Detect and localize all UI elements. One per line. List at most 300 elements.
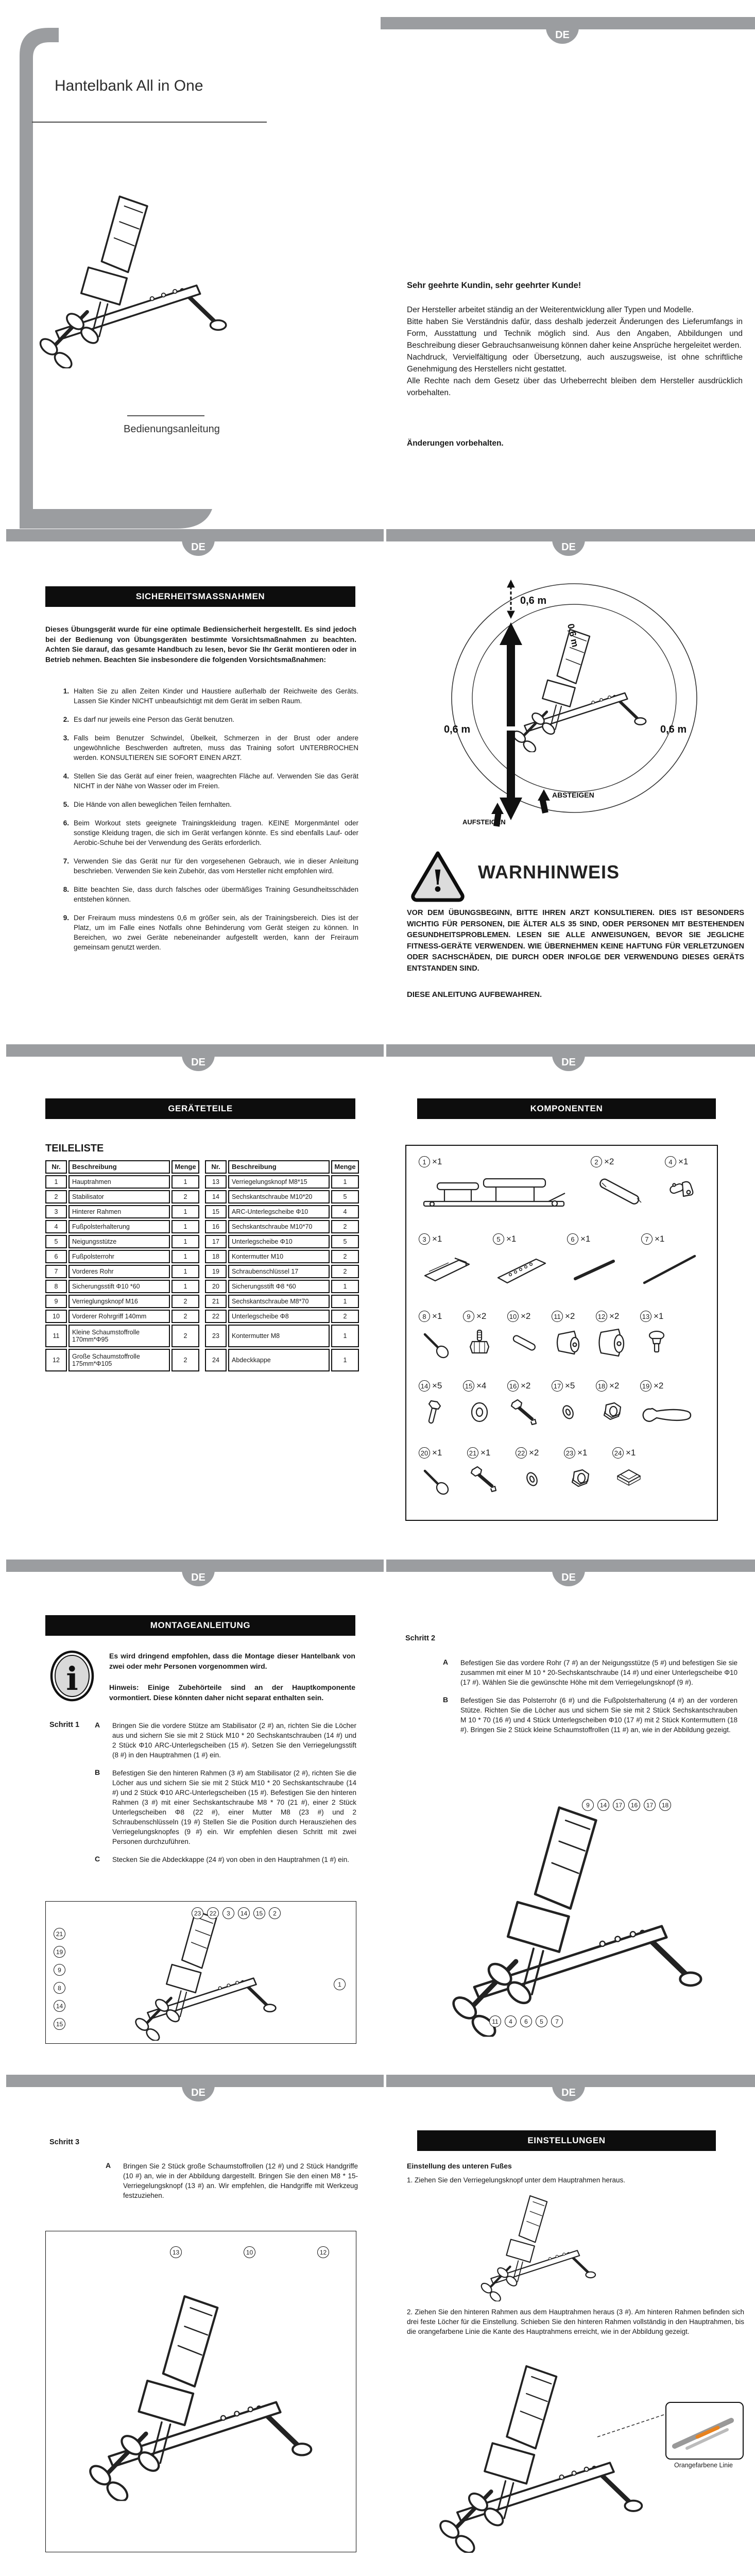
component-part-icon [552,1326,585,1359]
part-qty: 5 [331,1190,359,1204]
safety-intro: Dieses Übungsgerät wurde für eine optimale Bediensicherheit hergestellt. Es sind jedoch bei der Bedienung von Übungsgeräten bestimmte Vorsichtsmaßnahmen zu beachten. Achten Sie darauf, das gesamte Handbuch zu lesen, bevor Sie Ihr Gerät montieren oder in Betrieb nehmen. Beachten Sie insbesondere die folgenden Vorsichtsmaßnahmen: [45,625,356,664]
step1-c-label: C [95,1855,100,1863]
part-qty: 2 [171,1325,199,1347]
dismount-label: ABSTEIGEN [552,791,594,799]
settings-figure-1 [453,2191,623,2301]
component-qty: ×2 [521,1311,531,1321]
part-desc: Kontermutter M10 [228,1250,330,1263]
component-item [567,1233,624,1290]
language-tab [552,1560,585,1586]
component-qty: ×1 [654,1311,664,1321]
component-item [467,1447,500,1496]
part-desc: Sicherungsstift Φ10 *60 [68,1280,170,1293]
part-nr: 14 [205,1190,227,1204]
component-part-icon [516,1463,548,1496]
manual-subtitle: Bedienungsanleitung [124,423,220,435]
safety-item [49,800,358,809]
part-desc: Sechskantschraube M10*20 [228,1190,330,1204]
orange-line-callout-box [665,2402,744,2460]
component-item [596,1311,629,1359]
part-row [45,1265,201,1278]
component-qty: ×2 [609,1381,620,1391]
callout-circle: 17 [644,1799,656,1811]
component-part-icon [419,1326,452,1359]
safety-item [49,913,358,952]
part-row [205,1190,361,1204]
callout-circle: 8 [54,1982,65,1994]
part-nr: 11 [45,1325,67,1347]
col-header-qty: Menge [331,1160,359,1174]
step2-callouts-bottom [489,2015,563,2027]
component-number: 4 [665,1156,676,1167]
part-desc: Unterlegscheibe Φ10 [228,1235,330,1248]
components-box [405,1145,718,1521]
part-desc: Fußpolsterhalterung [68,1220,170,1233]
safety-item-number: 5. [63,801,69,808]
part-qty: 2 [331,1220,359,1233]
callout-circle: 13 [170,2246,182,2258]
safety-item-number: 6. [63,819,69,827]
part-desc: Verriegelungsknopf M8*15 [228,1175,330,1189]
step1-b-text: Befestigen Sie den hinteren Rahmen (3 #) am Stabilisator (2 #), richten Sie die Löcher aus und sichern Sie sie mit 2 Stück M10 * 20 Sechskantschraube (14 #) und 2 Stück Φ10 ARC-Unterlegscheiben (15 #). Befestigen Sie den hinteren Rahmen (3 #) mit einer Sechskantschraube M8 * 70 (21 #), einer 2 Stück Unterlegscheiben Φ8 (22 #), einer Mutter M8 (23 #) und 2 Schraubenschlüsseln (19 #) Stellen Sie die Position durch Herausziehen des Verriegelungsknopfes (9 #) ein. Wir empfehlen diesen Schritt mit zwei Personen durchzuführen. [112,1769,356,1845]
component-part-icon [640,1326,673,1359]
component-qty: ×2 [521,1381,531,1391]
callout-circle: 22 [207,1907,219,1919]
part-qty: 1 [171,1280,199,1293]
parts-title-bar [45,1098,355,1119]
part-qty: 2 [171,1190,199,1204]
col-header-qty: Menge [171,1160,199,1174]
part-row [45,1220,201,1233]
step1-row-a [49,1721,356,1760]
component-number: 1 [419,1156,430,1167]
safety-item [49,686,358,706]
greeting-paragraph: Nachdruck, Vervielfältigung oder Übersetzung, auch auszugsweise, ist ohne schriftliche Genehmigung des Herstellers nicht gestattet. [407,353,743,374]
component-qty: ×5 [565,1381,575,1391]
component-item [552,1311,585,1359]
language-tab-label: DE [555,29,570,41]
part-nr: 22 [205,1310,227,1323]
callout-circle: 12 [317,2246,329,2258]
greeting-paragraph: Bitte haben Sie Verständnis dafür, dass deshalb jederzeit Änderungen des Lieferumfangs in Form, Ausstattung und Technik möglich sind. Aus den Angaben, Abbildungen und Beschreibung dieser Gebrauchsanweisung können daher keine Ansprüche hergeleitet werden. [407,317,743,350]
part-row [45,1175,201,1189]
part-desc: Neigungsstütze [68,1235,170,1248]
component-item [507,1311,540,1359]
step3-callouts [170,2246,329,2258]
component-qty: ×1 [678,1157,689,1166]
part-row [205,1250,361,1263]
warning-title: WARNHINWEIS [478,861,620,883]
component-number: 23 [564,1447,575,1459]
settings-title-bar [417,2130,716,2151]
part-row [205,1220,361,1233]
part-desc: Kleine Schaumstoffrolle 170mm*Φ95 [68,1325,170,1347]
part-row [205,1310,361,1323]
component-item [552,1380,585,1429]
language-tab [546,17,579,44]
part-row [205,1349,361,1371]
part-qty: 1 [331,1280,359,1293]
part-row [205,1280,361,1293]
language-tab [552,1044,585,1071]
step2-callouts-top [582,1799,671,1811]
language-tab-label: DE [191,541,205,553]
parts-list-title: TEILELISTE [45,1143,104,1154]
part-desc: Große Schaumstoffrolle 175mm*Φ105 [68,1349,170,1371]
safety-item-number: 4. [63,772,69,780]
component-qty: ×1 [626,1448,636,1458]
part-desc: Sicherungsstift Φ8 *60 [228,1280,330,1293]
part-row [205,1235,361,1248]
component-part-icon [552,1396,585,1429]
component-item [463,1380,496,1429]
col-header-desc: Beschreibung [68,1160,170,1174]
component-part-icon [463,1396,496,1429]
component-part-icon [419,1396,452,1429]
info-icon [49,1650,95,1702]
component-number: 3 [419,1233,430,1245]
col-header-nr: Nr. [205,1160,227,1174]
step3-row-a [106,2161,358,2200]
callout-circle: 18 [659,1799,671,1811]
component-number: 10 [507,1311,519,1322]
greeting-body [407,304,743,399]
distance-label-right: 0,6 m [660,724,687,735]
part-nr: 4 [45,1220,67,1233]
component-item [419,1233,475,1290]
component-part-icon [641,1249,698,1290]
step2-block [443,1658,737,1743]
part-desc: Abdeckkappe [228,1349,330,1371]
step1-callouts-left [54,1928,65,2030]
component-label [591,1156,614,1167]
part-desc: Unterlegscheibe Φ8 [228,1310,330,1323]
language-tab [552,2075,585,2102]
part-desc: Vorderer Rohrgriff 140mm [68,1310,170,1323]
component-number: 14 [419,1380,430,1392]
language-tab-label: DE [191,1572,205,1583]
step1-b-label: B [95,1768,100,1776]
component-number: 24 [612,1447,624,1459]
component-item [665,1156,698,1205]
safety-title-bar [45,586,355,607]
part-nr: 20 [205,1280,227,1293]
part-row [45,1190,201,1204]
part-nr: 12 [45,1349,67,1371]
step1-block [49,1721,356,1873]
cover-divider [32,122,267,123]
safety-item-number: 7. [63,857,69,865]
cover-bench-illustration [25,160,241,397]
components-row-5 [406,1447,717,1514]
component-number: 18 [596,1380,607,1392]
component-number: 20 [419,1447,430,1459]
svg-text:i: i [66,1660,78,1698]
component-number: 11 [552,1311,563,1322]
language-tab-label: DE [561,2087,576,2098]
component-number: 2 [591,1156,602,1167]
distance-label-top-arrow: 0,6 m [520,595,547,606]
parts-table-left [45,1160,201,1373]
part-desc: Vorderes Rohr [68,1265,170,1278]
component-qty: ×2 [565,1311,575,1321]
component-number: 15 [463,1380,474,1392]
component-number: 17 [552,1380,563,1392]
component-part-icon [591,1172,647,1213]
component-item [612,1447,645,1496]
component-label [665,1156,688,1167]
component-number: 9 [463,1311,474,1322]
component-item [463,1311,496,1359]
part-nr: 13 [205,1175,227,1189]
callout-circle: 2 [269,1907,281,1919]
component-item [516,1447,548,1496]
step2-a-text: Befestigen Sie das vordere Rohr (7 #) an der Neigungsstütze (5 #) und befestigen Sie sie zusammen mit einer M 10 * 20-Sechskantschraube (14 #) und einer Unterlegscheibe Φ10 (17 #). Wählen Sie die gewünschte Höhe mit dem Verriegelungsknopf (9 #). [460,1659,737,1686]
callout-circle: 4 [505,2015,517,2027]
callout-circle: 23 [192,1907,203,1919]
orange-line-label: Orangefarbene Linie [674,2462,733,2469]
part-row [45,1325,201,1347]
part-nr: 16 [205,1220,227,1233]
part-qty: 1 [171,1235,199,1248]
clearance-arrow-vertical [500,622,522,820]
part-qty: 2 [331,1250,359,1263]
component-number: 5 [493,1233,504,1245]
component-qty: ×4 [476,1381,487,1391]
components-row-1 [406,1156,717,1233]
callout-circle: 5 [536,2015,547,2027]
part-row [45,1250,201,1263]
component-qty: ×1 [481,1448,491,1458]
part-nr: 1 [45,1175,67,1189]
component-qty: ×1 [577,1448,588,1458]
component-qty: ×2 [529,1448,539,1458]
part-qty: 1 [171,1220,199,1233]
part-desc: Hauptrahmen [68,1175,170,1189]
part-nr: 17 [205,1235,227,1248]
part-qty: 1 [331,1175,359,1189]
language-tab-label: DE [561,541,576,553]
part-row [45,1235,201,1248]
part-qty: 2 [171,1349,199,1371]
component-number: 7 [641,1233,653,1245]
component-part-icon [463,1326,496,1359]
safety-item-text: Falls beim Benutzer Schwindel, Übelkeit, Schmerzen in der Brust oder andere ungewöhnliche Beschwerden auftreten, muss das Training sofort UNTERBROCHEN werden. KONSULTIEREN SIE SOFORT EINEN ARZT. [74,734,358,761]
part-row [45,1205,201,1218]
part-desc: Stabilisator [68,1190,170,1204]
safety-item [49,733,358,762]
part-desc: Sechskantschraube M10*70 [228,1220,330,1233]
safety-list [49,686,358,961]
component-item [419,1156,573,1215]
step3-a-text: Bringen Sie 2 Stück große Schaumstoffrollen (12 #) und 2 Stück Handgriffe (10 #) an, wie in der Abbildung dargestellt. Bringen Sie den einen M8 * 15-Verriegelungsknopf (13 #) an. Wir empfehlen, die Handgriffe mit Werkzeug festzuziehen. [123,2162,358,2199]
component-qty: ×1 [432,1234,442,1244]
component-number: 22 [516,1447,527,1459]
part-row [45,1310,201,1323]
orange-line-detail [666,2403,741,2456]
component-qty: ×1 [506,1234,517,1244]
safety-item-text: Halten Sie zu allen Zeiten Kinder und Haustiere außerhalb der Reichweite des Geräts. Lassen Sie Kinder NICHT unbeaufsichtigt mit dem Gerät im selben Raum. [74,687,358,705]
callout-circle: 10 [244,2246,255,2258]
step2-row-b [443,1696,737,1735]
bench-illustration [72,2273,329,2515]
part-row [205,1175,361,1189]
settings-item-2: 2. Ziehen Sie den hinteren Rahmen aus dem Hauptrahmen heraus (3 #). Am hinteren Rahmen befinden sich drei feste Löcher für die Einstellung. Schieben Sie den hinteren Rahmen vollständig in den Hauptrahmen, bis die orangefarbene Linie die Kante des Hauptrahmens erreicht, wie in der Abbildung gezeigt. [407,2308,744,2335]
component-item [591,1156,647,1213]
bench-illustration [511,630,646,754]
callout-circle: 9 [582,1799,594,1811]
component-part-icon [564,1463,597,1496]
component-number: 19 [640,1380,651,1392]
component-part-icon [419,1463,452,1496]
component-part-icon [467,1463,500,1496]
safety-item-text: Verwenden Sie das Gerät nur für den vorgesehenen Gebrauch, wie in dieser Anleitung beschrieben. Verwenden Sie kein Zubehör, das vom Hersteller nicht empfohlen wird. [74,857,358,875]
component-qty: ×2 [476,1311,487,1321]
part-desc: Fußpolsterrohr [68,1250,170,1263]
part-qty: 4 [331,1205,359,1218]
component-number: 13 [640,1311,651,1322]
part-nr: 3 [45,1205,67,1218]
part-row [45,1295,201,1308]
language-tab [182,1560,215,1586]
component-part-icon [612,1463,645,1496]
callout-circle: 7 [551,2015,563,2027]
components-title: KOMPONENTEN [530,1104,603,1113]
component-part-icon [640,1396,697,1437]
step1-a-text: Bringen Sie die vordere Stütze am Stabilisator (2 #) an, richten Sie die Löcher aus und sichern Sie sie mit 2 Stück M10 * 20 Sechskantschrauben (14 #) und 2 Stück Φ10 ARC-Unterlegscheiben (15 #). Setzen Sie den Verriegelungsstift (8 #) in den Hauptrahmen (1 #) ein. [112,1722,356,1759]
part-qty: 1 [171,1265,199,1278]
step1-label: Schritt 1 [49,1721,80,1729]
safety-item-number: 3. [63,734,69,742]
step1-row-c [49,1855,356,1865]
component-label [419,1156,442,1167]
component-part-icon [596,1326,629,1359]
part-qty: 1 [171,1175,199,1189]
part-nr: 18 [205,1250,227,1263]
part-qty: 2 [171,1295,199,1308]
component-part-icon [596,1396,629,1429]
safety-item-number: 2. [63,716,69,723]
mount-label: AUFSTEIGEN [462,818,506,826]
part-nr: 6 [45,1250,67,1263]
part-nr: 5 [45,1235,67,1248]
component-item [419,1447,452,1496]
callout-circle: 15 [54,2018,65,2030]
component-qty: ×1 [432,1448,442,1458]
parts-table-header [205,1160,361,1174]
keep-instructions-note: DIESE ANLEITUNG AUFBEWAHREN. [407,990,542,999]
language-tab-label: DE [561,1057,576,1068]
components-row-3 [406,1311,717,1380]
part-nr: 7 [45,1265,67,1278]
step3-label: Schritt 3 [49,2138,80,2146]
warning-body: VOR DEM ÜBUNGSBEGINN, BITTE IHREN ARZT KONSULTIEREN. DIES IST BESONDERS WICHTIG FÜR PERSONEN, DIE ÄLTER ALS 35 SIND, ODER PERSONEN MIT BESTEHENDEN GESUNDHEITSPROBLEMEN. LESEN SIE ALLE ANWEISUNGEN, BEVOR SIE JEGLICHE FITNESS-GERÄTE VERWENDEN. WIE ÜBERNEHMEN KEINE HAFTUNG FÜR VERLETZUNGEN ODER SACHSCHÄDEN, DIE DURCH ODER INFOLGE DER VERWENDUNG DIESES GERÄTS ENTSTANDEN SIND. [407,909,744,973]
assembly-title: MONTAGEANLEITUNG [150,1620,251,1630]
part-nr: 19 [205,1265,227,1278]
part-row [45,1349,201,1371]
component-part-icon [493,1249,550,1290]
callout-circle: 11 [489,2015,501,2027]
callout-circle: 1 [334,1978,346,1990]
step3-figure [45,2231,356,2552]
assembly-note-2: Hinweis: Einige Zubehörteile sind an der Hauptkomponente vormontiert. Diese könnten daher nicht separat enthalten sein. [109,1683,355,1702]
safety-item [49,715,358,724]
part-nr: 9 [45,1295,67,1308]
part-nr: 23 [205,1325,227,1347]
step3-block [106,2161,358,2209]
safety-item [49,885,358,904]
assembly-title-bar [45,1615,355,1636]
callout-circle: 6 [520,2015,532,2027]
component-number: 16 [507,1380,519,1392]
language-tab [182,1044,215,1071]
safety-item [49,771,358,791]
callout-circle: 17 [613,1799,625,1811]
safety-item-number: 1. [63,687,69,695]
safety-title: SICHERHEITSMASSNAHMEN [135,591,265,601]
component-number: 12 [596,1311,607,1322]
part-nr: 2 [45,1190,67,1204]
warning-triangle-icon [409,849,466,903]
part-desc: Hinterer Rahmen [68,1205,170,1218]
component-qty: ×1 [432,1157,442,1166]
components-title-bar [417,1098,716,1119]
callout-circle: 21 [54,1928,65,1940]
language-tab [552,529,585,556]
settings-heading: Einstellung des unteren Fußes [407,2162,512,2170]
bench-illustration [92,1905,319,2041]
safety-item [49,856,358,876]
safety-item-text: Die Hände von allen beweglichen Teilen fernhalten. [74,801,232,808]
cover-title: Hantelbank All in One [55,77,203,94]
component-number: 6 [567,1233,578,1245]
part-qty: 1 [171,1205,199,1218]
language-tab [182,2075,215,2102]
safety-item-text: Beim Workout stets geeignete Trainingskleidung tragen. KEINE Morgenmäntel oder sonstige Kleidung tragen, die sich im Gerät verfangen könnte. Es sind ebenfalls Lauf- oder Aerobic-Schuhe bei der Verwendung des Geräts erforderlich. [74,819,358,846]
part-row [205,1265,361,1278]
component-qty: ×5 [432,1381,442,1391]
part-desc: Schraubenschlüssel 17 [228,1265,330,1278]
step2-label: Schritt 2 [405,1634,436,1642]
clearance-oval-outer [452,584,697,812]
component-item [596,1380,629,1429]
part-nr: 8 [45,1280,67,1293]
component-qty: ×2 [609,1311,620,1321]
distance-label-left: 0,6 m [444,724,471,735]
component-qty: ×2 [654,1381,664,1391]
component-number: 8 [419,1311,430,1322]
component-part-icon [507,1396,540,1429]
part-qty: 5 [331,1235,359,1248]
step1-a-label: A [95,1721,100,1729]
distance-label-top: 0,6 m [565,622,581,648]
callout-circle: 14 [597,1799,609,1811]
parts-table-header [45,1160,201,1174]
part-qty: 2 [331,1310,359,1323]
part-qty: 1 [331,1295,359,1308]
callout-circle: 3 [222,1907,234,1919]
component-part-icon [507,1326,540,1359]
step3-a-label: A [106,2161,111,2170]
subtitle-divider [127,415,204,416]
step1-row-b [49,1768,356,1846]
language-tab-label: DE [561,1572,576,1583]
assembly-note-1: Es wird dringend empfohlen, dass die Montage dieser Hantelbank von zwei oder mehr Personen vorgenommen wird. [109,1652,355,1670]
greeting-paragraph: Alle Rechte nach dem Gesetz über das Urheberrecht bleiben dem Hersteller ausdrücklich vorbehalten. [407,377,743,397]
parts-title: GERÄTETEILE [168,1104,233,1113]
step2-a-label: A [443,1658,449,1666]
settings-title: EINSTELLUNGEN [527,2136,606,2145]
